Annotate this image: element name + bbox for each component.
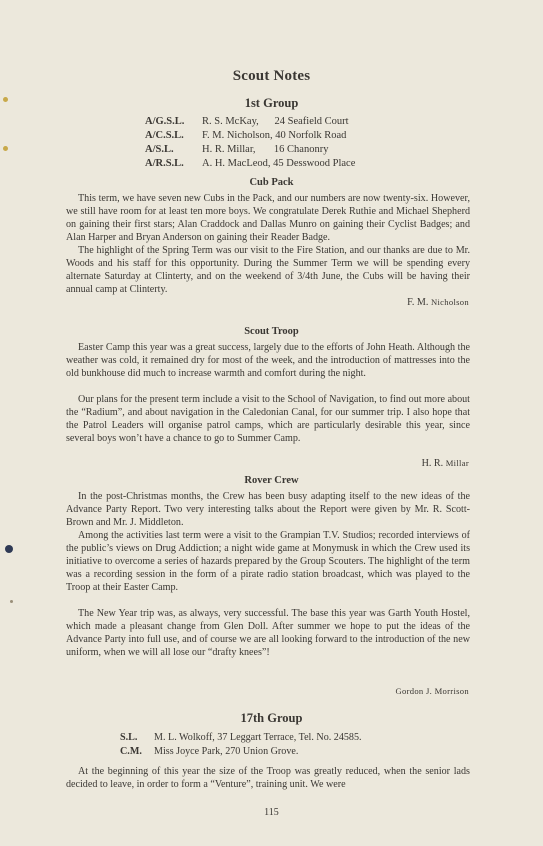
rover-crew-signature [395, 686, 469, 697]
officer-detail: F. M. Nicholson, 40 Norfolk Road [202, 130, 347, 141]
group-17-heading: 17th Group [240, 711, 303, 725]
cub-pack-heading: Cub Pack [249, 177, 294, 188]
paper-speck [3, 146, 8, 151]
officer-row [120, 745, 362, 759]
group-1-officers [145, 115, 355, 171]
officer-row [145, 129, 355, 143]
cub-pack-paragraph: The highlight of the Spring Term was our visit to the Fire Station, and our thanks are due to Mr. Woods and his staff for this opportunity. During the Summer Term we will be spending every alternate Saturday at Clinterty, and on the weekend of 3/4th June, the Cubs will be having their annual camp at Clinterty. [66, 245, 470, 295]
officer-row [120, 731, 362, 745]
officer-detail: M. L. Wolkoff, 37 Leggart Terrace, Tel. No. 24585. [154, 732, 362, 743]
rover-crew-paragraph: Among the activities last term were a visit to the Grampian T.V. Studios; recorded interviews of the public’s views on Drug Addiction; a night wide game at Monymusk in which the Crew used its initiative to overcome a series of hazards prepared by the Group Scouters. The highlight of the term was a recording session in the form of a pirate radio station broadcast, which was played to the Troop at their Easter Camp. [66, 530, 470, 593]
officer-row [145, 115, 355, 129]
officer-detail: A. H. MacLeod, 45 Desswood Place [202, 158, 356, 169]
scout-troop-paragraph: Our plans for the present term include a visit to the School of Navigation, to find out more about the “Radium”, and about navigation in the Caledonian Canal, for our summer trip. I also hope that the Patrol Leaders will organise patrol camps, which are particularly desirable this year, since several boys won’t have a chance to go to Summer Camp. [66, 394, 470, 444]
officer-row [145, 143, 355, 157]
rover-crew-paragraph: In the post-Christmas months, the Crew has been busy adapting itself to the new ideas of the Advance Party Report. Two very interesting talks about the Report were given by Mr. R. Scott-Brown and Mr. J. Middleton. [66, 491, 470, 528]
officer-role: A/S.L. [145, 144, 174, 155]
group-17-officers [120, 731, 362, 758]
officer-role: A/C.S.L. [145, 130, 184, 141]
paper-speck [10, 600, 13, 603]
rover-crew-heading: Rover Crew [244, 475, 299, 486]
group-17-paragraph: At the beginning of this year the size of the Troop was greatly reduced, when the senior lads decided to leave, in order to form a “Venture”, training unit. We were [66, 766, 470, 790]
officer-role: C.M. [120, 745, 142, 757]
officer-detail: H. R. Millar, 16 Chanonry [202, 144, 329, 155]
officer-detail: R. S. McKay, 24 Seafield Court [202, 116, 349, 127]
signature-surname: Nicholson [430, 297, 469, 307]
signature-initials: H. R. [421, 458, 444, 469]
paper-speck [5, 545, 13, 553]
officer-row [145, 157, 355, 171]
scout-troop-paragraph: Easter Camp this year was a great success, largely due to the efforts of John Heath. Although the weather was cold, it remained dry for most of the week, and the introduction of mattresses into the old bunkhouse did much to increase warmth and comfort during the night. [66, 342, 470, 379]
page-title: Scout Notes [232, 68, 311, 84]
rover-crew-paragraph: The New Year trip was, as always, very successful. The base this year was Garth Youth Hostel, which made a pleasant change from Glen Doll. After summer we hope to put the ideas of the Advance Party into full use, and of course we are all looking forward to the introduction of the new uniform, when we will all lose our “drafty knees”! [66, 608, 470, 658]
officer-detail: Miss Joyce Park, 270 Union Grove. [154, 745, 299, 757]
scout-troop-signature [422, 458, 469, 469]
cub-pack-paragraph: This term, we have seven new Cubs in the Pack, and our numbers are now twenty-six. However, we still have room for at least ten more boys. We congratulate Derek Ruthie and Michael Shepherd on gaining their first stars; Alan Craddock and Dallas Munro on gaining their Cyclist Badges; and Alan Harper and Bryan Anderson on gaining their Reader Badge. [66, 193, 470, 243]
signature-initials: Gordon J. [395, 686, 433, 696]
signature-surname: Morrison [434, 686, 469, 696]
officer-role: A/R.S.L. [145, 158, 184, 169]
officer-role: S.L. [120, 732, 138, 743]
officer-role: A/G.S.L. [145, 116, 185, 127]
scout-troop-heading: Scout Troop [244, 326, 299, 337]
signature-initials: F. M. [407, 297, 429, 308]
group-1-heading: 1st Group [244, 96, 299, 110]
signature-surname: Millar [445, 458, 469, 468]
page-number: 115 [264, 807, 279, 818]
cub-pack-signature [407, 297, 469, 308]
